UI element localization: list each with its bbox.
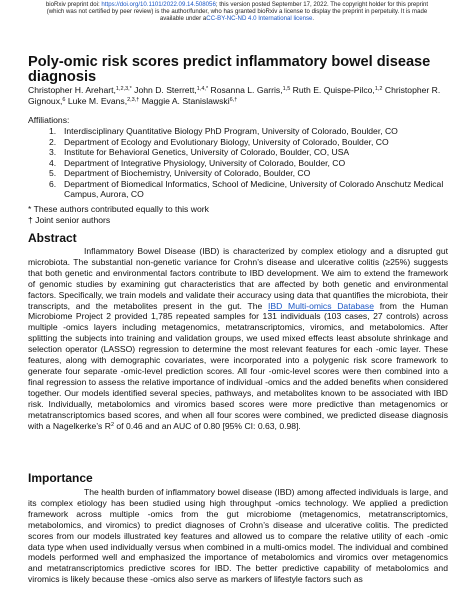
banner-suffix: ; this version posted September 17, 2022. The copyright holder for this preprint: [215, 1, 429, 8]
affiliation-item: [49, 126, 464, 137]
affiliation-item: [49, 157, 464, 169]
affiliation-list: [49, 126, 464, 200]
paper-title: Poly-omic risk scores predict inflammatory bowel disease diagnosis: [28, 54, 431, 85]
author-notes: [28, 204, 209, 225]
affiliation-number: 5.: [49, 168, 57, 178]
banner-line-3: [0, 15, 474, 22]
author-affiliation-marks: 6,†: [229, 97, 238, 103]
affiliation-text: Institute for Behavioral Genetics, University of Colorado, Boulder, CO, USA: [64, 147, 350, 157]
affiliation-item: [49, 178, 464, 200]
license-link[interactable]: CC-BY-NC-ND 4.0 International license: [206, 15, 313, 22]
author-list: [28, 85, 458, 107]
affiliation-text: Department of Ecology and Evolutionary Biology, University of Colorado, Boulder, CO: [64, 136, 389, 147]
author-name: Maggie A. Stanislawski: [139, 96, 230, 106]
author-name: Christopher H. Arehart,: [28, 85, 116, 95]
banner-license-prefix: available under a: [159, 15, 207, 22]
affiliation-text: Department of Biomedical Informatics, School of Medicine, University of Colorado Anschutz Medical Campus, Aurora, CO: [64, 178, 444, 199]
affiliation-item: [49, 147, 464, 158]
abstract-text-part-1: Inflammatory Bowel Disease (IBD) is characterized by complex etiology and a disrupted gut microbiota. The substantial non-genetic variance for Crohn’s disease and ulcerative colitis (≥25%) suggests that both genetic and environmental factors contribute to IBD development. We aim to extend the framework of genomic studies by examining gut characteristics that are affected by both genetic and environmental factors. Specifically, we train models and validate their accuracy using data that quantifies the microbiota, their transcripts, and the metabolites present in the gut. The: [28, 246, 448, 311]
author-affiliation-marks: 1,5: [282, 86, 291, 92]
author-affiliation-marks: 2,3,†: [127, 97, 140, 103]
abstract-heading: Abstract: [28, 231, 77, 245]
affiliation-number: 3.: [49, 147, 57, 157]
affiliation-number: 2.: [49, 136, 57, 147]
doi-link[interactable]: https://doi.org/10.1101/2022.09.14.508056: [101, 1, 216, 8]
affiliation-item: [49, 136, 464, 148]
affiliation-number: 6.: [49, 178, 57, 189]
affiliation-text: Interdisciplinary Quantitative Biology PhD Program, University of Colorado, Boulder, CO: [64, 126, 398, 136]
author-name: Ruth E. Quispe-Pilco,: [290, 85, 375, 95]
banner-prefix: bioRxiv preprint doi:: [45, 1, 102, 8]
abstract-text-part-2: from the Human Microbiome Project 2 provided 1,785 repeated samples for 131 individuals (103 cases, 27 controls) across multiple -omics layers including metagenomics, metatranscriptomics, viromics, and metabolomics. After splitting the subjects into training and validation groups, we used mixed effects least absolute shrinkage and selection operator (LASSO) regression to determine the most relevant features for each -omic layer. These features, along with demographic covariates, were incorporated into a polygenic risk score framework to generate four separate -omic-level prediction scores. All four -omic-level scores were then combined into a final regression to assess the relative importance of individual -omics and the added benefits when considered together. Our models identified several species, pathways, and metabolites known to be associated with IBD risk. Individually, metabolomics and viromics based scores were more predictive than metagenomics or metatranscriptomics based scores, and when all four scores were combined, we predicted disease diagnosis with a Nagelkerke’s R: [28, 300, 449, 431]
importance-body: The health burden of inflammatory bowel disease (IBD) among affected individuals is large, and its complex etiology has been studied using high throughput -omics technology. We applied a prediction framework across multiple -omics from the gut microbiome (metagenomics, metatranscriptomics, metabolomics, and viromics) to predict diagnoses of Crohn’s disease and ulcerative colitis. The predicted scores from our models illustrated key features and allowed us to compare the relative utility of each -omic data type when used individually versus when combined in a multi-omics model. The individual and combined models performed well and emphasized the importance of metabolomics and viromics over metagenomics and metatranscriptomics predictive scores for IBD. The better predictive capability of metabolomics and viromics is likely because these -omics also serve as markers of lifestyle factors such as: [28, 487, 448, 585]
ibd-multiomics-database-link[interactable]: IBD Multi-omics Database: [268, 300, 375, 311]
author-name: Christopher R. Gignoux,: [28, 85, 441, 106]
preprint-banner: [0, 1, 474, 22]
author-affiliation-marks: 1,2: [374, 86, 383, 92]
author-affiliation-marks: 1,4,*: [196, 86, 209, 92]
affiliation-number: 1.: [49, 126, 57, 136]
affiliations-label: Affiliations:: [28, 115, 70, 125]
abstract-text-part-3: of 0.46 and an AUC of 0.80 [95% CI: 0.63, 0.98].: [114, 420, 301, 431]
r-squared-superscript: 2: [110, 421, 115, 428]
banner-line-2: (which was not certified by peer review) is the author/funder, who has granted bioRxiv a license to display the preprint in perpetuity. It is made: [46, 8, 428, 15]
affiliation-item: [49, 168, 464, 179]
author-name: Luke M. Evans,: [65, 96, 128, 106]
abstract-body: [28, 246, 448, 431]
author-affiliation-marks: 6: [62, 97, 66, 103]
author-affiliation-marks: 1,2,3,*: [115, 86, 132, 92]
senior-author-note: † Joint senior authors: [28, 214, 111, 225]
affiliation-text: Department of Integrative Physiology, University of Colorado, Boulder, CO: [64, 157, 346, 168]
banner-line-1: [0, 1, 474, 8]
banner-license-suffix: .: [312, 15, 315, 22]
affiliation-number: 4.: [49, 157, 57, 168]
importance-heading: Importance: [28, 471, 93, 485]
affiliation-text: Department of Biochemistry, University of Colorado, Boulder, CO: [64, 168, 311, 178]
author-name: John D. Sterrett,: [131, 85, 197, 95]
equal-contribution-note: * These authors contributed equally to this work: [28, 204, 209, 214]
author-name: Rosanna L. Garris,: [208, 85, 283, 95]
